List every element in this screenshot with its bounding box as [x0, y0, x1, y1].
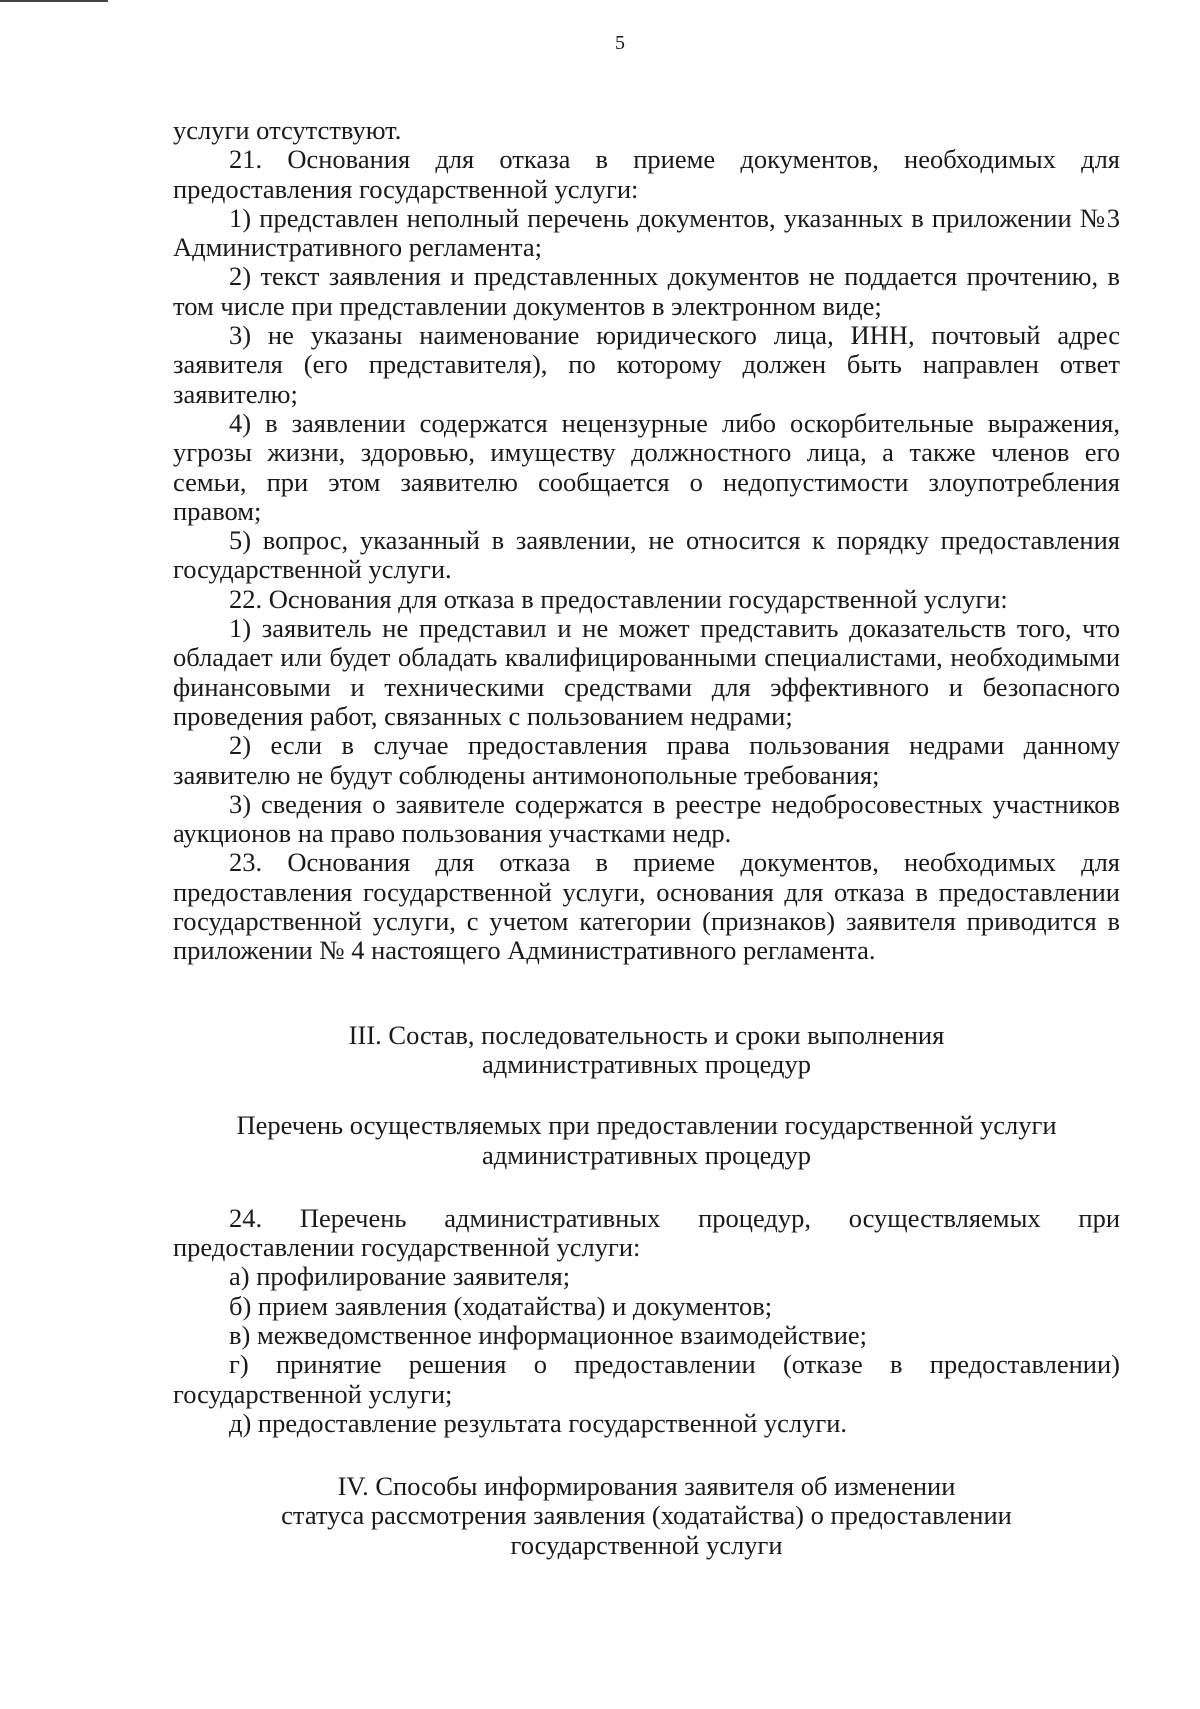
- clause-24-item-d: д) предоставление результата государственной услуги.: [229, 1407, 848, 1438]
- clause-21-item-2: 2) текст заявления и представленных документов не поддается прочтению, в том числе при представлении документов в электронном виде;: [173, 261, 1120, 321]
- clause-23: 23. Основания для отказа в приеме документов, необходимых для предоставления государственной услуги, основания для отказа в предоставлении государственной услуги, с учетом категории (признаков) заявителя приводится в приложении № 4 настоящего Административного регламента.: [173, 847, 1120, 966]
- scan-corner-line: [0, 0, 108, 2]
- clause-22-item-2: 2) если в случае предоставления права пользования недрами данному заявителю не будут соблюдены антимонопольные требования;: [173, 730, 1120, 790]
- section-3-title: [173, 1021, 1120, 1080]
- section-3-subtitle-line-1: Перечень осуществляемых при предоставлении государственной услуги: [236, 1110, 1057, 1141]
- clause-24-item-b: б) прием заявления (ходатайства) и документов;: [229, 1290, 773, 1321]
- section-4-title-line-3: государственной услуги: [510, 1529, 783, 1560]
- paragraph-continuation: услуги отсутствуют.: [173, 115, 402, 145]
- clause-21-item-3: 3) не указаны наименование юридического лица, ИНН, почтовый адрес заявителя (его представителя), по которому должен быть направлен ответ заявителю;: [173, 320, 1120, 409]
- clause-21-item-5: 5) вопрос, указанный в заявлении, не относится к порядку предоставления государственной услуги.: [173, 525, 1120, 585]
- section-3-subtitle-line-2: административных процедур: [482, 1139, 811, 1170]
- section-4-title-line-2: статуса рассмотрения заявления (ходатайства) о предоставлении: [281, 1500, 1012, 1531]
- clause-21-item-1: 1) представлен неполный перечень документов, указанных в приложении №3 Административного регламента;: [173, 202, 1120, 263]
- clause-22-item-1: 1) заявитель не представил и не может представить доказательств того, что обладает или будет обладать квалифицированными специалистами, необходимыми финансовыми и техническими средствами для эффективного и безопасного проведения работ, связанных с пользованием недрами;: [173, 613, 1120, 731]
- page-number: 5: [615, 32, 625, 54]
- clause-24: 24. Перечень административных процедур, осуществляемых при предоставлении государственной услуги:: [173, 1202, 1120, 1263]
- clause-24-item-g: г) принятие решения о предоставлении (отказе в предоставлении) государственной услуги;: [173, 1349, 1120, 1409]
- clause-21-item-4: 4) в заявлении содержатся нецензурные либо оскорбительные выражения, угрозы жизни, здоровью, имуществу должностного лица, а также членов его семьи, при этом заявителю сообщается о недопустимости злоупотребления правом;: [173, 407, 1120, 526]
- clause-22: 22. Основания для отказа в предоставлении государственной услуги:: [229, 583, 1008, 614]
- section-4-title-line-1: IV. Способы информирования заявителя об изменении: [337, 1471, 956, 1502]
- section-4-title: [173, 1472, 1120, 1560]
- clause-22-item-3: 3) сведения о заявителе содержатся в реестре недобросовестных участников аукционов на право пользования участками недр.: [173, 788, 1120, 849]
- section-3-title-line-2: административных процедур: [482, 1048, 811, 1079]
- clause-24-item-v: в) межведомственное информационное взаимодействие;: [229, 1319, 868, 1350]
- section-3-subtitle: [173, 1111, 1120, 1170]
- document-body: [173, 116, 1120, 1560]
- clause-21: 21. Основания для отказа в приеме документов, необходимых для предоставления государственной услуги:: [173, 144, 1120, 204]
- section-3-title-line-1: III. Состав, последовательность и сроки выполнения: [348, 1019, 945, 1050]
- clause-24-item-a: а) профилирование заявителя;: [229, 1261, 571, 1292]
